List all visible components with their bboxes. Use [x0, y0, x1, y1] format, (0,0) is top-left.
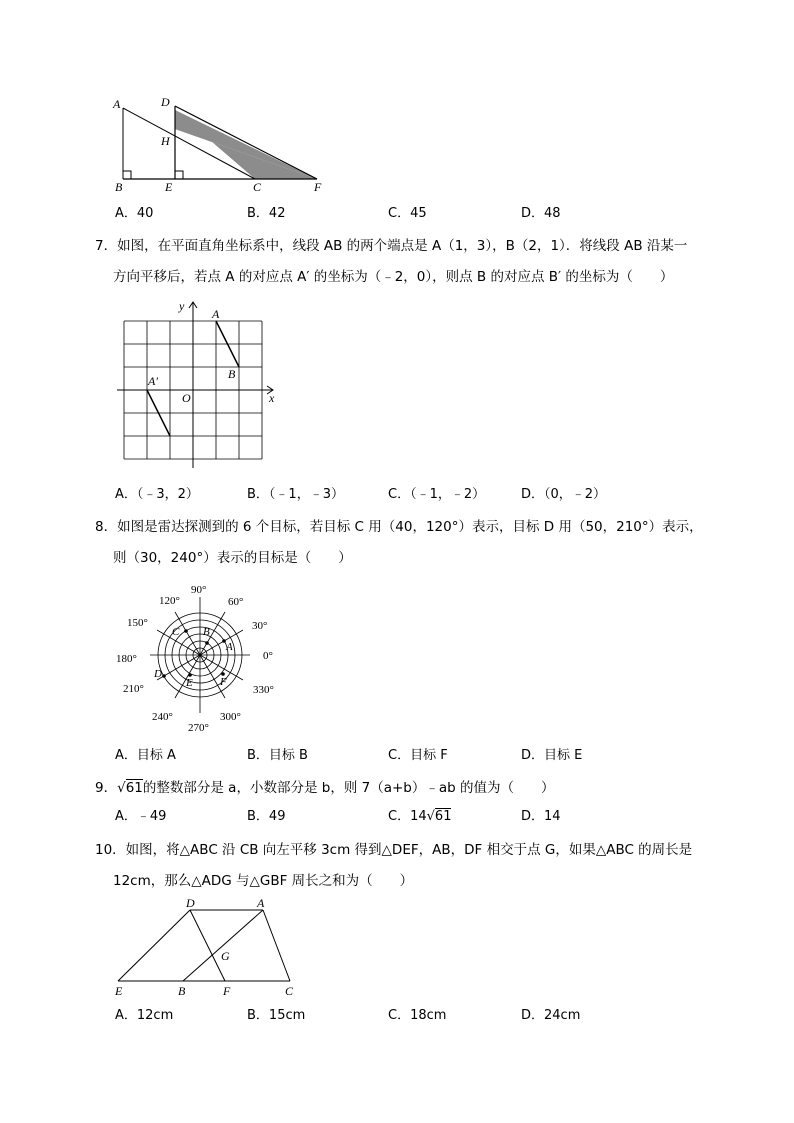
- angle-label-330: 330°: [253, 684, 274, 696]
- q7-text-line2: 方向平移后，若点 A 的对应点 A′ 的坐标为（﹣2，0），则点 B 的对应点 B′ 的坐标为（ ）: [113, 269, 674, 285]
- q8-option-a: A．目标 A: [115, 748, 176, 763]
- q9-question: 的整数部分是 a，小数部分是 b，则 7（a+b）﹣ab 的值为（ ）: [142, 780, 555, 796]
- q10-figure: [110, 893, 305, 1001]
- label-F: F: [314, 180, 322, 194]
- q7-option-c: C．（﹣1，﹣2）: [388, 487, 486, 502]
- q7-option-a: A．（﹣3，2）: [115, 487, 199, 502]
- q7-option-b: B．（﹣1，﹣3）: [247, 487, 344, 502]
- point-label-B: B: [228, 367, 236, 381]
- label-E: E: [165, 180, 173, 194]
- angle-label-180: 180°: [116, 653, 137, 665]
- label-F: F: [223, 984, 231, 998]
- q9-option-b: B．49: [247, 809, 286, 824]
- label-A: A: [257, 896, 265, 910]
- angle-label-210: 210°: [123, 683, 144, 695]
- q7-coordinate-grid: [115, 296, 285, 471]
- q7-option-d: D．（0，﹣2）: [521, 487, 607, 502]
- q6-option-a: A．40: [115, 206, 154, 221]
- angle-label-240: 240°: [152, 711, 173, 723]
- q9-option-a: A．﹣49: [115, 809, 167, 824]
- radar-point-B: B: [203, 626, 210, 638]
- label-D: D: [161, 95, 170, 109]
- q8-text-line1: 8．如图是雷达探测到的 6 个目标，若目标 C 用（40，120°）表示，目标 D 用（50，210°）表示，: [95, 519, 703, 535]
- label-B: B: [115, 180, 123, 194]
- q6-figure: [105, 92, 335, 197]
- q9-option-c-label: C．14: [388, 809, 427, 824]
- angle-label-120: 120°: [159, 595, 180, 607]
- q6-option-d: D．48: [521, 206, 561, 221]
- angle-label-270: 270°: [188, 722, 209, 734]
- label-C: C: [285, 984, 294, 998]
- radar-point-D: D: [154, 668, 162, 680]
- label-D: D: [186, 896, 195, 910]
- radar-point-F: F: [220, 676, 227, 688]
- q9-option-c-radicand: 61: [434, 809, 452, 824]
- q10-option-d: D．24cm: [521, 1008, 581, 1023]
- q8-option-c: C．目标 F: [388, 748, 448, 763]
- origin-label: O: [182, 391, 191, 405]
- q9-text: [95, 779, 554, 797]
- q9-number: 9．: [95, 780, 118, 796]
- sqrt-symbol: √: [117, 780, 126, 796]
- q8-text-line2: 则（30，240°）表示的目标是（ ）: [113, 550, 352, 566]
- radar-point-C: C: [172, 626, 180, 638]
- angle-label-30: 30°: [252, 620, 268, 632]
- q10-text-line1: 10．如图，将△ABC 沿 CB 向左平移 3cm 得到△DEF，AB，DF 相交于点 G，如果△ABC 的周长是: [95, 842, 693, 858]
- radar-point-A: A: [226, 641, 233, 653]
- label-G: G: [221, 949, 230, 963]
- angle-label-60: 60°: [228, 596, 244, 608]
- angle-label-0: 0°: [263, 650, 273, 662]
- radar-point-E: E: [186, 677, 193, 689]
- q10-text-line2: 12cm，那么△ADG 与△GBF 周长之和为（ ）: [113, 873, 414, 889]
- axis-label-y: y: [179, 299, 185, 313]
- label-H: H: [161, 134, 170, 148]
- point-label-A: A: [212, 307, 220, 321]
- q10-option-a: A．12cm: [115, 1008, 174, 1023]
- q7-text-line1: 7．如图，在平面直角坐标系中，线段 AB 的两个端点是 A（1，3），B（2，1）．将线段 AB 沿某一: [95, 238, 688, 254]
- angle-label-150: 150°: [127, 617, 148, 629]
- point-label-A-prime: A′: [148, 374, 158, 388]
- q10-option-c: C．18cm: [388, 1008, 447, 1023]
- label-A: A: [113, 97, 121, 111]
- q8-option-b: B．目标 B: [247, 748, 308, 763]
- angle-label-300: 300°: [220, 711, 241, 723]
- label-E: E: [115, 984, 123, 998]
- sqrt-symbol: √: [426, 809, 435, 824]
- q9-radicand: 61: [125, 780, 143, 796]
- q10-option-b: B．15cm: [247, 1008, 306, 1023]
- q6-option-c: C．45: [388, 206, 427, 221]
- q9-option-c: [388, 809, 451, 825]
- label-B: B: [178, 984, 186, 998]
- angle-label-90: 90°: [191, 584, 207, 596]
- q8-radar-figure: [110, 578, 290, 738]
- q8-option-d: D．目标 E: [521, 748, 583, 763]
- q6-option-b: B．42: [247, 206, 286, 221]
- q9-option-d: D．14: [521, 809, 561, 824]
- axis-label-x: x: [269, 391, 275, 405]
- label-C: C: [253, 180, 262, 194]
